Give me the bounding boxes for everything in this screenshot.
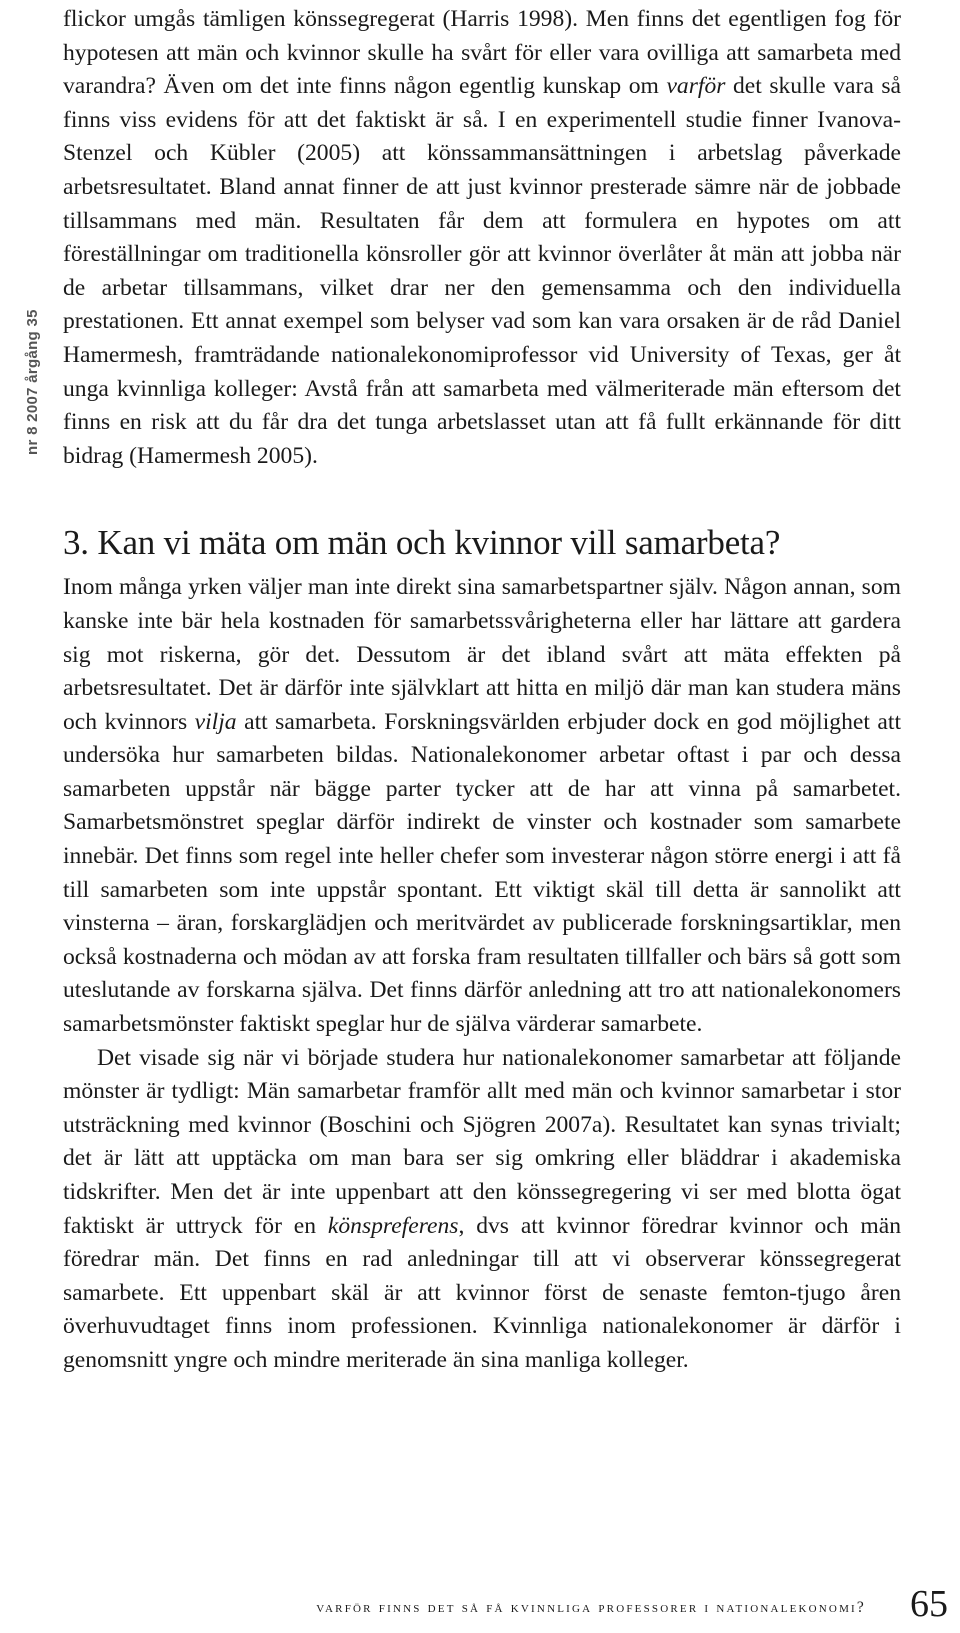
paragraph-text: Det visade sig när vi började studera hur nationalekonomer samarbetar att följande mönster är tydligt: Män samarbetar framför allt med män och kvinnor samarbetar i stor utsträckning med kvinnor (Boschini och Sjögren 2007a). Resultatet kan synas trivialt; det är lätt att upptäcka om man bara ser sig omkring eller bläddrar i akademiska tidskrifter. Men det är inte uppenbart att den könssegregering vi ser med blotta ögat faktiskt är uttryck för en	[63, 1044, 901, 1239]
section-heading: 3. Kan vi mäta om män och kvinnor vill samarbeta?	[63, 523, 781, 563]
journal-issue-label: nr 8 2007 årgång 35	[24, 309, 41, 455]
paragraph-text: , dvs att kvinnor föredrar kvinnor och män föredrar män. Det finns en rad anledningar till att vi observerar könssegregerat samarbete. Ett uppenbart skäl är att kvinnor först de senaste femton-tjugo åren överhuvudtaget finns inom professionen. Kvinnliga nationalekonomer är därför i genomsnitt yngre och mindre meriterade än sina manliga kolleger.	[63, 1212, 902, 1373]
paragraph-text: flickor umgås tämligen könssegregerat (Harris 1998). Men finns det egentligen fog för hypotesen att män och kvinnor skulle ha svårt för eller vara ovilliga att samarbeta med varandra? Även om det inte finns någon egentlig kunskap om	[63, 6, 901, 100]
paragraph-text: Inom många yrken väljer man inte direkt sina samarbetspartner själv. Någon annan, som kanske inte bär hela kostnaden för samarbetssvårigheterna eller har lättare att gardera sig mot riskerna, gör det. Dessutom är det ibland svårt att mäta effekten på arbetsresultatet. Det är därför inte självklart att hitta en miljö där man kan studera mäns och kvinnors	[63, 574, 901, 735]
body-paragraph	[63, 0, 901, 473]
article-body	[63, 0, 901, 1378]
running-title: varför finns det så få kvinnliga professorer i nationalekonomi?	[316, 1599, 866, 1616]
page-footer	[0, 1583, 960, 1630]
emphasis-text: varför	[666, 73, 726, 100]
emphasis-text: vilja	[194, 708, 237, 735]
emphasis-text: könspreferens	[327, 1212, 459, 1239]
page-number: 65	[910, 1583, 948, 1625]
paragraph-text: det skulle vara så finns viss evidens för att det faktiskt är så. I en experimentell studie finner Ivanova-Stenzel och Kübler (2005) att könssammansättningen i arbetslag påverkade arbetsresultatet. Bland annat finner de att just kvinnor presterade sämre när de jobbade tillsammans med män. Resultaten får dem att formulera en hypotes om att föreställningar om traditionella könsroller gör att kvinnor överlåter åt män att jobba när de arbetar tillsammans, vilket drar ner den gemensamma och den individuella prestationen. Ett annat exempel som belyser vad som kan vara orsaken är de råd Daniel Hamermesh, framträdande nationalekonomiprofessor vid University of Texas, ger åt unga kvinnliga kolleger: Avstå från att samarbeta med välmeriterade män eftersom det finns en risk att du får dra det tunga arbetslasset utan att få fullt erkännande för ditt bidrag (Hamermesh 2005).	[63, 73, 901, 469]
body-paragraph	[63, 571, 901, 1041]
body-paragraph	[63, 1042, 901, 1378]
paragraph-text: att samarbeta. Forskningsvärlden erbjuder dock en god möjlighet att undersöka hur samarbeten bildas. Nationalekonomer arbetar oftast i par och dessa samarbeten uppstår när bägge parter tycker att de har att vinna på samarbetet. Samarbetsmönstret speglar därför indirekt de vinster och kostnader som samarbete innebär. Det finns som regel inte heller chefer som investerar någon större energi i att få till samarbeten som inte uppstår spontant. Ett viktigt skäl till detta är sannolikt att vinsterna – äran, forskarglädjen och meritvärdet av publicerade forskningsartiklar, men också kostnaderna och mödan av att forska fram resultaten tillfaller och bärs så gott som uteslutande av forskarna själva. Det finns därför anledning att tro att nationalekonomers samarbetsmönster faktiskt speglar hur de själva värderar samarbete.	[63, 708, 901, 1038]
